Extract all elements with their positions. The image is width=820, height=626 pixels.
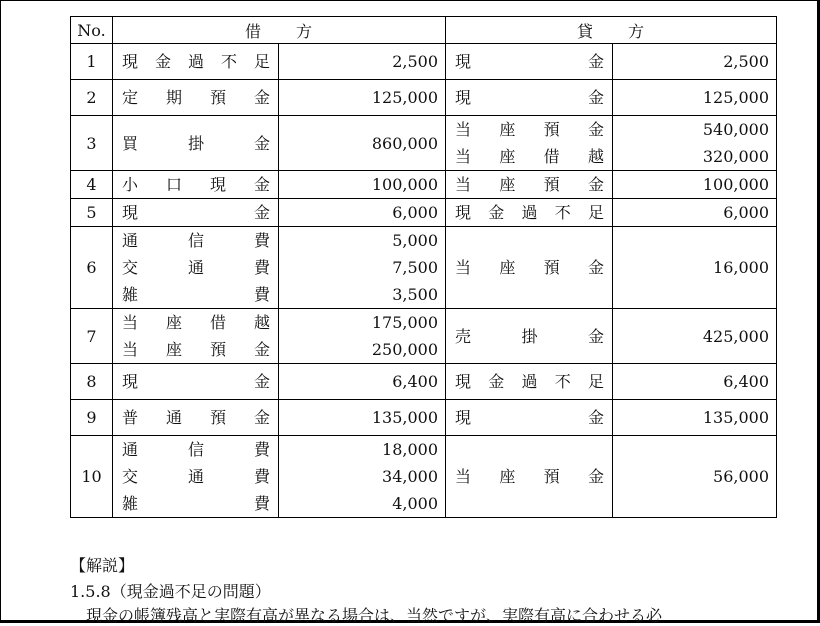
- credit-amount-cell: [613, 400, 777, 436]
- explanation-section-title: 1.5.8（現金過不足の問題）: [70, 582, 271, 601]
- entry-number: 3: [71, 116, 113, 171]
- credit-amount-cell: [613, 309, 777, 364]
- table-row: [71, 309, 777, 364]
- debit-account-cell: [113, 171, 279, 199]
- entry-number: 5: [71, 199, 113, 227]
- credit-amount: 135,000: [702, 408, 769, 427]
- credit-account-cell: [446, 227, 613, 309]
- credit-account-name: 当 座 預 金: [455, 120, 604, 139]
- credit-amount: 540,000: [702, 120, 769, 139]
- debit-amount: 175,000: [371, 313, 438, 332]
- debit-amount-cell: [279, 116, 446, 171]
- debit-account-name: 普 通 預 金: [122, 408, 270, 427]
- debit-amount: 5,000: [392, 231, 438, 250]
- debit-account-cell: [113, 44, 279, 80]
- debit-amount: 135,000: [371, 408, 438, 427]
- credit-amount: 100,000: [702, 175, 769, 194]
- debit-amount-cell: [279, 227, 446, 309]
- credit-account-name: 当 座 預 金: [455, 258, 604, 277]
- credit-amount-cell: [613, 44, 777, 80]
- table-row: [71, 227, 777, 309]
- debit-amount: 6,000: [392, 203, 438, 222]
- debit-account-cell: [113, 309, 279, 364]
- explanation-body: 現金の帳簿残高と実際有高が異なる場合は、当然ですが、実際有高に合わせる必: [70, 606, 663, 625]
- credit-account-cell: [446, 436, 613, 518]
- debit-amount-cell: [279, 309, 446, 364]
- credit-amount: 56,000: [713, 467, 769, 486]
- credit-account-name: 現 金 過 不 足: [455, 372, 604, 391]
- entry-number: 7: [71, 309, 113, 364]
- header-credit: 貸 方: [446, 17, 777, 44]
- debit-amount-cell: [279, 80, 446, 116]
- table-header-row: [71, 17, 777, 44]
- debit-account-name: 雑 費: [122, 494, 270, 513]
- credit-account-name: 現 金: [455, 408, 604, 427]
- credit-amount: 6,000: [723, 203, 769, 222]
- credit-account-name: 売 掛 金: [455, 326, 604, 346]
- credit-account-cell: [446, 364, 613, 400]
- credit-amount: 125,000: [702, 88, 769, 107]
- debit-account-cell: [113, 116, 279, 171]
- credit-amount-cell: [613, 80, 777, 116]
- credit-amount-cell: [613, 171, 777, 199]
- debit-amount: 3,500: [392, 285, 438, 304]
- table-row: [71, 199, 777, 227]
- credit-account-cell: [446, 80, 613, 116]
- debit-amount: 18,000: [382, 440, 438, 459]
- debit-amount: 7,500: [392, 258, 438, 277]
- entry-number: 8: [71, 364, 113, 400]
- table-row: [71, 44, 777, 80]
- debit-amount-cell: [279, 199, 446, 227]
- table-row: [71, 116, 777, 171]
- table-row: [71, 400, 777, 436]
- credit-account-name: 当 座 預 金: [455, 467, 604, 486]
- debit-account-name: 当 座 預 金: [122, 340, 270, 359]
- entry-number: 4: [71, 171, 113, 199]
- table-row: [71, 436, 777, 518]
- debit-account-name: 交 通 費: [122, 467, 270, 486]
- debit-amount: 250,000: [371, 340, 438, 359]
- credit-account-name: 現 金: [455, 88, 604, 107]
- debit-account-name: 雑 費: [122, 285, 270, 304]
- credit-amount: 16,000: [713, 258, 769, 277]
- entry-number: 2: [71, 80, 113, 116]
- entry-number: 10: [71, 436, 113, 518]
- debit-account-name: 現 金 過 不 足: [122, 52, 270, 71]
- credit-account-name: 現 金 過 不 足: [455, 203, 604, 222]
- debit-account-cell: [113, 80, 279, 116]
- debit-account-name: 当 座 借 越: [122, 313, 270, 332]
- credit-account-cell: [446, 400, 613, 436]
- credit-amount-cell: [613, 227, 777, 309]
- credit-amount: 6,400: [723, 372, 769, 391]
- debit-amount: 2,500: [392, 52, 438, 71]
- debit-amount: 34,000: [382, 467, 438, 486]
- debit-account-name: 現 金: [122, 372, 270, 391]
- debit-amount-cell: [279, 364, 446, 400]
- debit-account-name: 通 信 費: [122, 231, 270, 250]
- debit-account-cell: [113, 364, 279, 400]
- credit-account-name: 当 座 預 金: [455, 175, 604, 194]
- debit-amount: 860,000: [371, 133, 438, 153]
- explanation-heading: 【解説】: [70, 556, 135, 575]
- credit-amount: 2,500: [723, 52, 769, 71]
- debit-account-name: 小 口 現 金: [122, 175, 270, 194]
- credit-amount-cell: [613, 199, 777, 227]
- table-row: [71, 364, 777, 400]
- entry-number: 1: [71, 44, 113, 80]
- header-no: No.: [71, 17, 113, 44]
- credit-account-cell: [446, 199, 613, 227]
- debit-account-cell: [113, 436, 279, 518]
- debit-account-name: 通 信 費: [122, 440, 270, 459]
- credit-account-name: 現 金: [455, 52, 604, 71]
- credit-account-cell: [446, 44, 613, 80]
- credit-account-cell: [446, 171, 613, 199]
- credit-amount: 425,000: [702, 326, 769, 346]
- credit-amount: 320,000: [702, 147, 769, 166]
- debit-account-name: 定 期 預 金: [122, 88, 270, 107]
- debit-amount-cell: [279, 400, 446, 436]
- entry-number: 9: [71, 400, 113, 436]
- table-row: [71, 80, 777, 116]
- credit-amount-cell: [613, 364, 777, 400]
- debit-account-cell: [113, 227, 279, 309]
- debit-amount: 100,000: [371, 175, 438, 194]
- debit-amount-cell: [279, 44, 446, 80]
- credit-account-cell: [446, 309, 613, 364]
- debit-amount: 125,000: [371, 88, 438, 107]
- debit-amount: 6,400: [392, 372, 438, 391]
- debit-amount: 4,000: [392, 494, 438, 513]
- entry-number: 6: [71, 227, 113, 309]
- debit-amount-cell: [279, 171, 446, 199]
- credit-account-name: 当 座 借 越: [455, 147, 604, 166]
- debit-account-name: 現 金: [122, 203, 270, 222]
- debit-amount-cell: [279, 436, 446, 518]
- credit-amount-cell: [613, 436, 777, 518]
- debit-account-name: 買 掛 金: [122, 133, 270, 153]
- debit-account-cell: [113, 400, 279, 436]
- credit-account-cell: [446, 116, 613, 171]
- journal-table: [70, 16, 777, 518]
- debit-account-cell: [113, 199, 279, 227]
- table-row: [71, 171, 777, 199]
- credit-amount-cell: [613, 116, 777, 171]
- header-debit: 借 方: [113, 17, 446, 44]
- debit-account-name: 交 通 費: [122, 258, 270, 277]
